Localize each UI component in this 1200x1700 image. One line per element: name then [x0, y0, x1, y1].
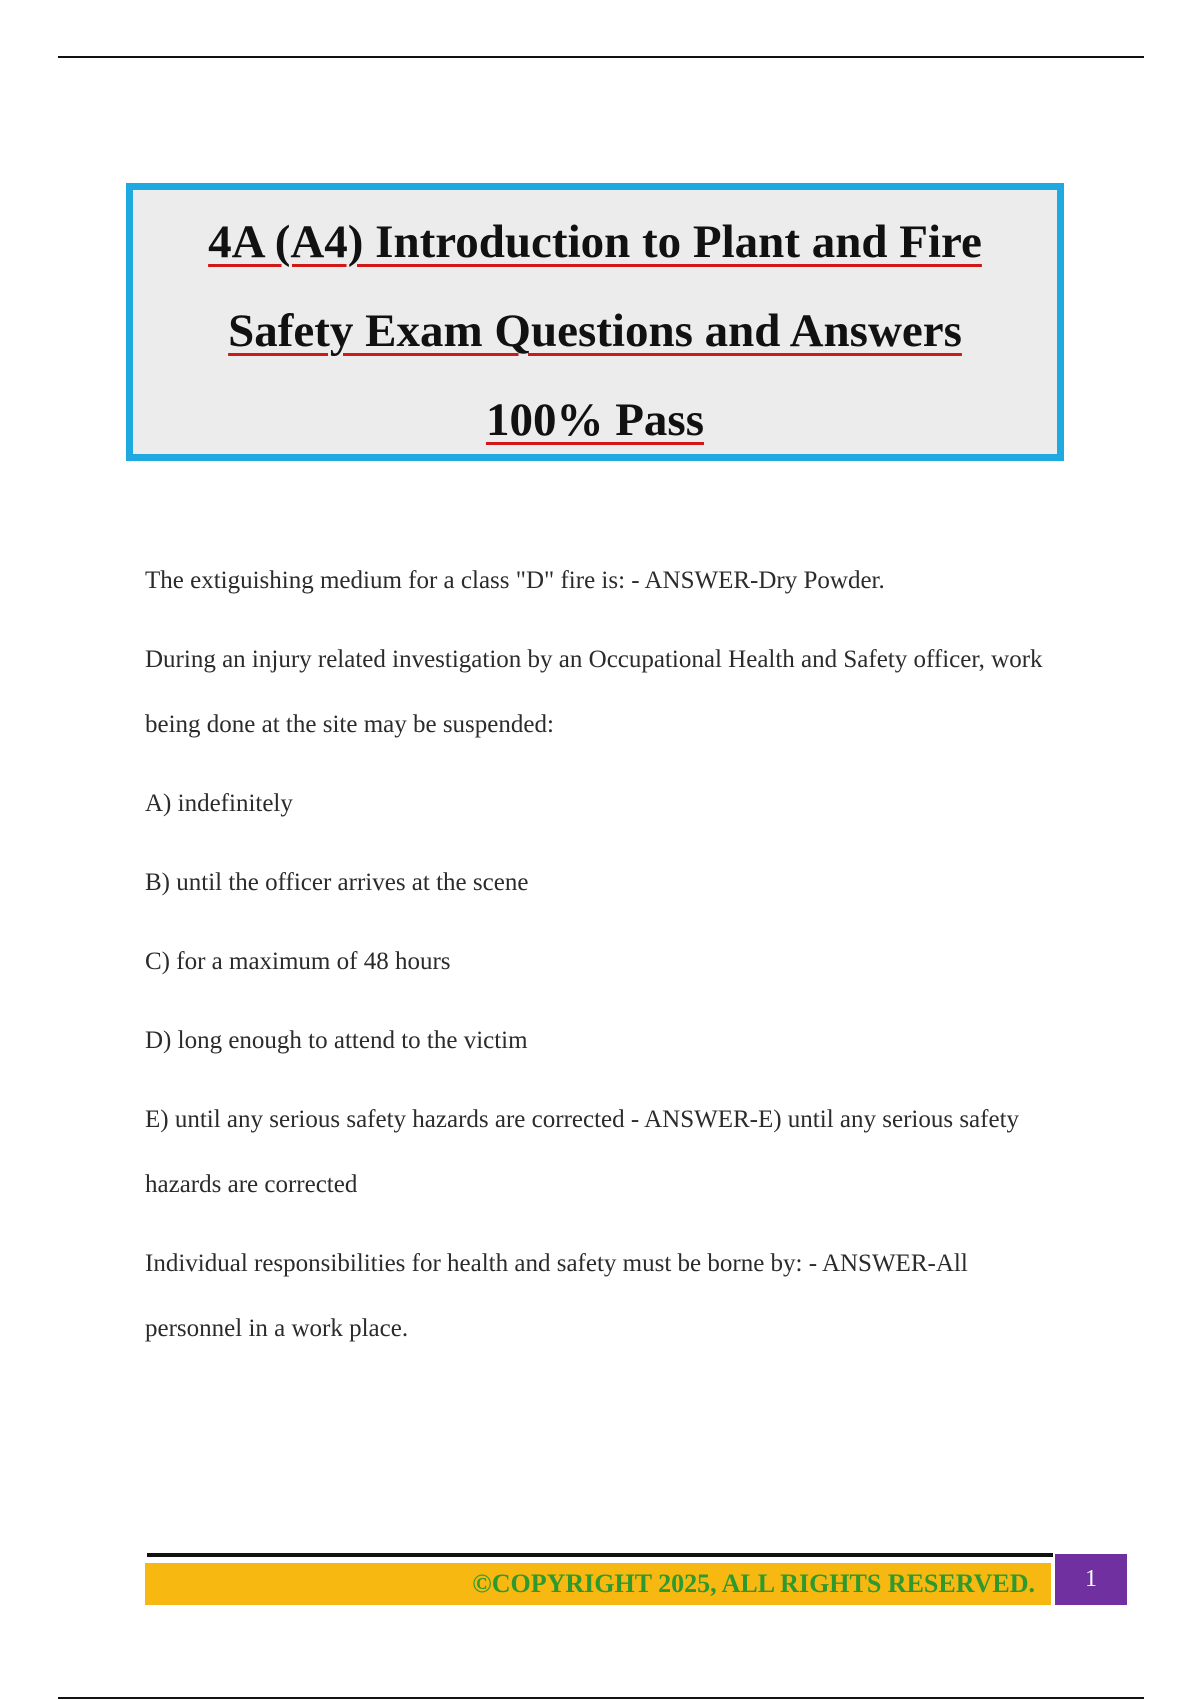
- page-footer: [145, 1553, 1127, 1605]
- question-paragraph: During an injury related investigation by an Occupational Health and Safety officer, work being done at the site may be suspended:: [145, 646, 1043, 738]
- document-title-line-3: 100% Pass: [485, 394, 705, 446]
- answer-paragraph: Individual responsibilities for health and safety must be borne by: - ANSWER-All personnel in a work place.: [145, 1250, 968, 1342]
- document-title-line-2: Safety Exam Questions and Answers: [228, 305, 962, 357]
- footer-rule: [147, 1553, 1053, 1557]
- top-rule: [58, 56, 1144, 58]
- copyright-text: ©COPYRIGHT 2025, ALL RIGHTS RESERVED.: [472, 1569, 1035, 1598]
- document-title-line-1: 4A (A4) Introduction to Plant and Fire: [208, 216, 982, 268]
- document-body: [145, 548, 1065, 1361]
- option-e-answer: E) until any serious safety hazards are corrected - ANSWER-E) until any serious safety hazards are corrected: [145, 1106, 1020, 1198]
- option-c: C) for a maximum of 48 hours: [145, 948, 451, 975]
- copyright-bar: [145, 1563, 1051, 1605]
- option-a: A) indefinitely: [145, 790, 293, 817]
- answer-paragraph: The extiguishing medium for a class "D" fire is: - ANSWER-Dry Powder.: [145, 567, 885, 594]
- page-number: 1: [1055, 1554, 1127, 1605]
- bottom-rule: [58, 1697, 1144, 1699]
- option-d: D) long enough to attend to the victim: [145, 1027, 528, 1054]
- title-box: [126, 183, 1064, 461]
- option-b: B) until the officer arrives at the scene: [145, 869, 529, 896]
